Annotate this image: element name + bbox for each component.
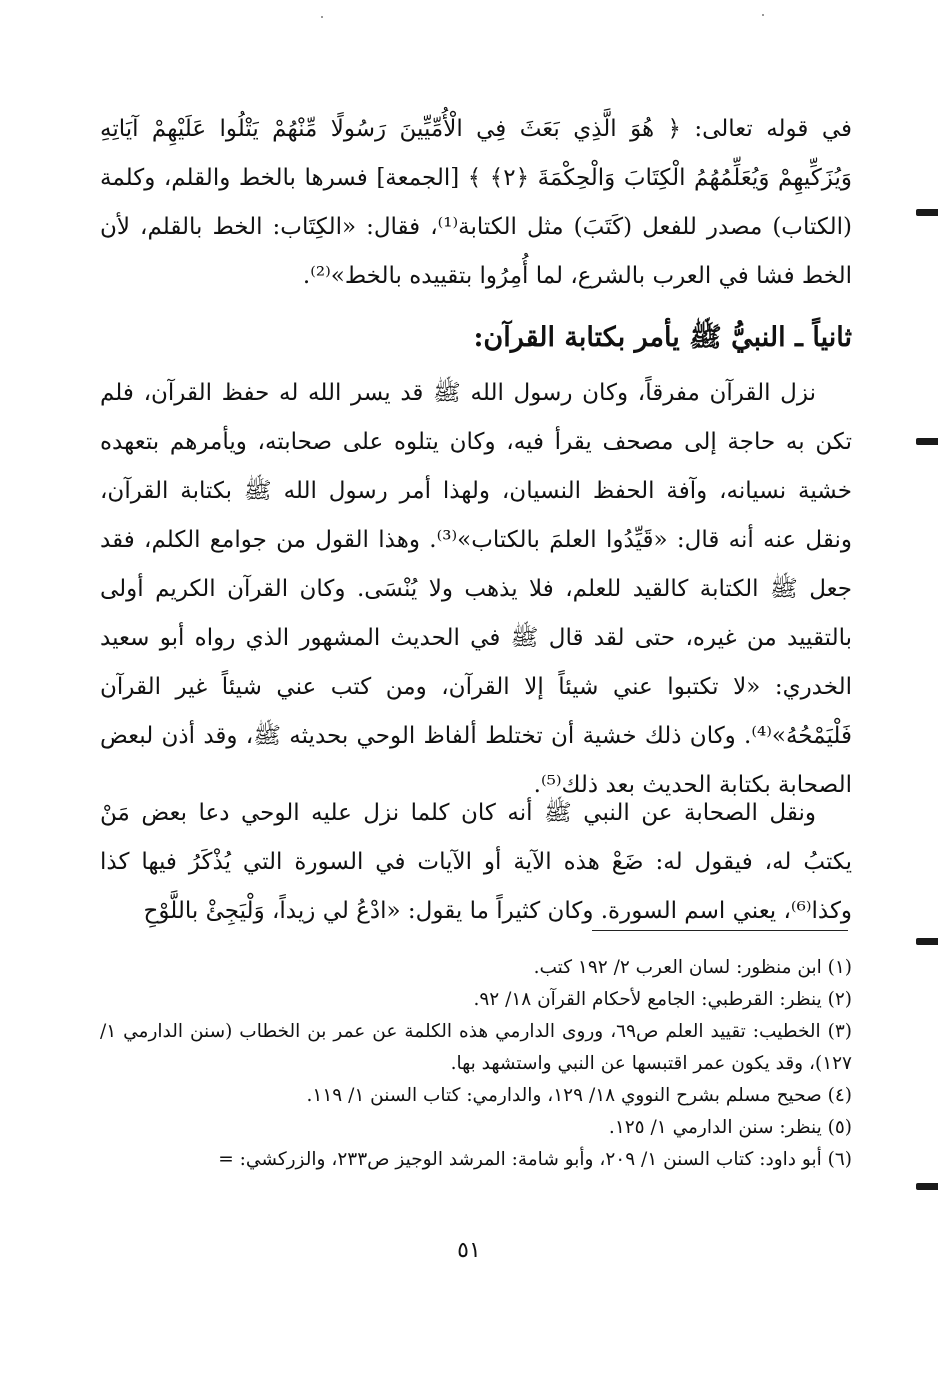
footnote-2: (٢) ينظر: القرطبي: الجامع لأحكام القرآن ١٨/ ٩٢. <box>473 989 852 1010</box>
scan-edge-mark <box>916 438 938 445</box>
scan-speck <box>762 14 764 16</box>
body-paragraph-2: ونقل الصحابة عن النبي ﷺ أنه كان كلما نزل عليه الوحي دعا بعض مَنْ يكتبُ له، فيقول له: ضَعْ هذه الآية أو الآيات في السورة التي يُذْكَرُ فيها كذا وكذا⁽⁶⁾، يعني اسم السورة. وكان كثيراً ما يقول: «ادْعُ لي زيداً، وَلْيَجِئْ باللَّوْحِ <box>100 800 852 924</box>
footnotes <box>100 952 852 1176</box>
scan-edge-mark <box>916 1183 938 1190</box>
page-number: ٥١ <box>457 1238 481 1263</box>
footnote-6: (٦) أبو داود: كتاب السنن ١/ ٢٠٩، وأبو شامة: المرشد الوجيز ص٢٣٣، والزركشي: = <box>218 1149 852 1170</box>
body-paragraph-1: نزل القرآن مفرقاً، وكان رسول الله ﷺ قد يسر الله له حفظ القرآن، فلم تكن به حاجة إلى مصحف يقرأ فيه، وكان يتلوه على صحابته، ويأمرهم بتعهده خشية نسيانه، وآفة الحفظ النسيان، ولهذا أمر رسول الله ﷺ بكتابة القرآن، ونقل عنه أنه قال: «قَيِّدُوا العلمَ بالكتاب»⁽³⁾. وهذا القول من جوامع الكلم، فقد جعل ﷺ الكتابة كالقيد للعلم، فلا يذهب ولا يُنْسَى. وكان القرآن الكريم أولى بالتقييد من غيره، حتى لقد قال ﷺ في الحديث المشهور الذي رواه أبو سعيد الخدري: «لا تكتبوا عني شيئاً إلا القرآن، ومن كتب عني شيئاً غير القرآن فَلْيَمْحُهُ»⁽⁴⁾. وكان ذلك خشية أن تختلط ألفاظ الوحي بحديثه ﷺ، وقد أذن لبعض الصحابة بكتابة الحديث بعد ذلك⁽⁵⁾. <box>100 380 852 798</box>
scan-speck <box>321 16 323 18</box>
intro-paragraph: في قوله تعالى: ﴿ هُوَ الَّذِي بَعَثَ فِي الْأُمِّيِّينَ رَسُولًا مِّنْهُمْ يَتْلُوا عَلَيْهِمْ آيَاتِهِ وَيُزَكِّيهِمْ وَيُعَلِّمُهُمُ الْكِتَابَ وَالْحِكْمَةَ ﴿٢﴾ ﴾ [الجمعة] فسرها بالخط والقلم، وكلمة (الكتاب) مصدر للفعل (كَتَبَ) مثل الكتابة⁽¹⁾، فقال: «الكِتَاب: الخط بالقلم، لأن الخط فشا في العرب بالشرع، لما أُمِرُوا بتقييده بالخط»⁽²⁾. <box>100 116 852 289</box>
footnote-separator <box>592 930 848 931</box>
scan-edge-mark <box>916 938 938 945</box>
footnote-3: (٣) الخطيب: تقييد العلم ص٦٩، وروى الدارمي هذه الكلمة عن عمر بن الخطاب (سنن الدارمي ١/ ١٢٧)، وقد يكون عمر اقتبسها عن النبي واستشهد بها. <box>100 1021 852 1074</box>
footnote-1: (١) ابن منظور: لسان العرب ٢/ ١٩٢ كتب. <box>533 957 852 978</box>
section-heading: ثانياً ـ النبيُّ ﷺ يأمر بكتابة القرآن: <box>473 322 852 354</box>
footnote-5: (٥) ينظر: سنن الدارمي ١/ ١٢٥. <box>608 1117 852 1138</box>
scan-edge-mark <box>916 209 938 216</box>
footnote-4: (٤) صحيح مسلم بشرح النووي ١٨/ ١٢٩، والدارمي: كتاب السنن ١/ ١١٩. <box>306 1085 852 1106</box>
